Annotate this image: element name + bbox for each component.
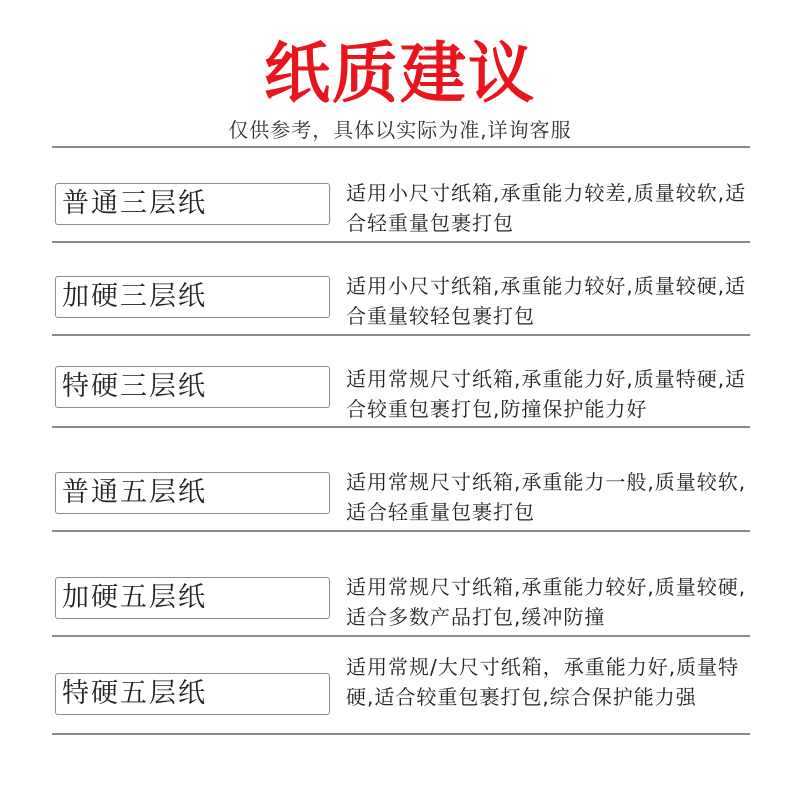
page-subtitle: 仅供参考，具体以实际为准,详询客服 <box>228 118 572 142</box>
paper-type-label: 普通五层纸 <box>55 472 330 514</box>
paper-description: 适用小尺寸纸箱,承重能力较好,质量较硬,适合重量较轻包裹打包 <box>346 274 747 328</box>
paper-type-label: 加硬三层纸 <box>55 276 330 318</box>
divider <box>52 426 750 428</box>
paper-type-label: 加硬五层纸 <box>55 577 330 619</box>
paper-type-label: 普通三层纸 <box>55 183 330 225</box>
page-title: 纸质建议 <box>264 35 536 112</box>
divider <box>52 146 750 148</box>
paper-description: 适用常规尺寸纸箱,承重能力一般,质量较软,适合轻重量包裹打包 <box>346 470 747 524</box>
paper-description: 适用小尺寸纸箱,承重能力较差,质量较软,适合轻重量包裹打包 <box>346 181 747 235</box>
paper-description: 适用常规尺寸纸箱,承重能力好,质量特硬,适合较重包裹打包,防撞保护能力好 <box>346 367 747 421</box>
paper-type-label: 特硬三层纸 <box>55 366 330 408</box>
paper-description: 适用常规尺寸纸箱,承重能力较好,质量较硬,适合多数产品打包,缓冲防撞 <box>346 575 747 629</box>
paper-description: 适用常规/大尺寸纸箱，承重能力好,质量特硬,适合较重包裹打包,综合保护能力强 <box>346 655 740 709</box>
divider <box>52 635 750 637</box>
divider <box>52 530 750 532</box>
divider <box>52 334 750 336</box>
paper-type-label: 特硬五层纸 <box>55 673 330 715</box>
divider <box>52 241 750 243</box>
divider <box>52 733 750 735</box>
